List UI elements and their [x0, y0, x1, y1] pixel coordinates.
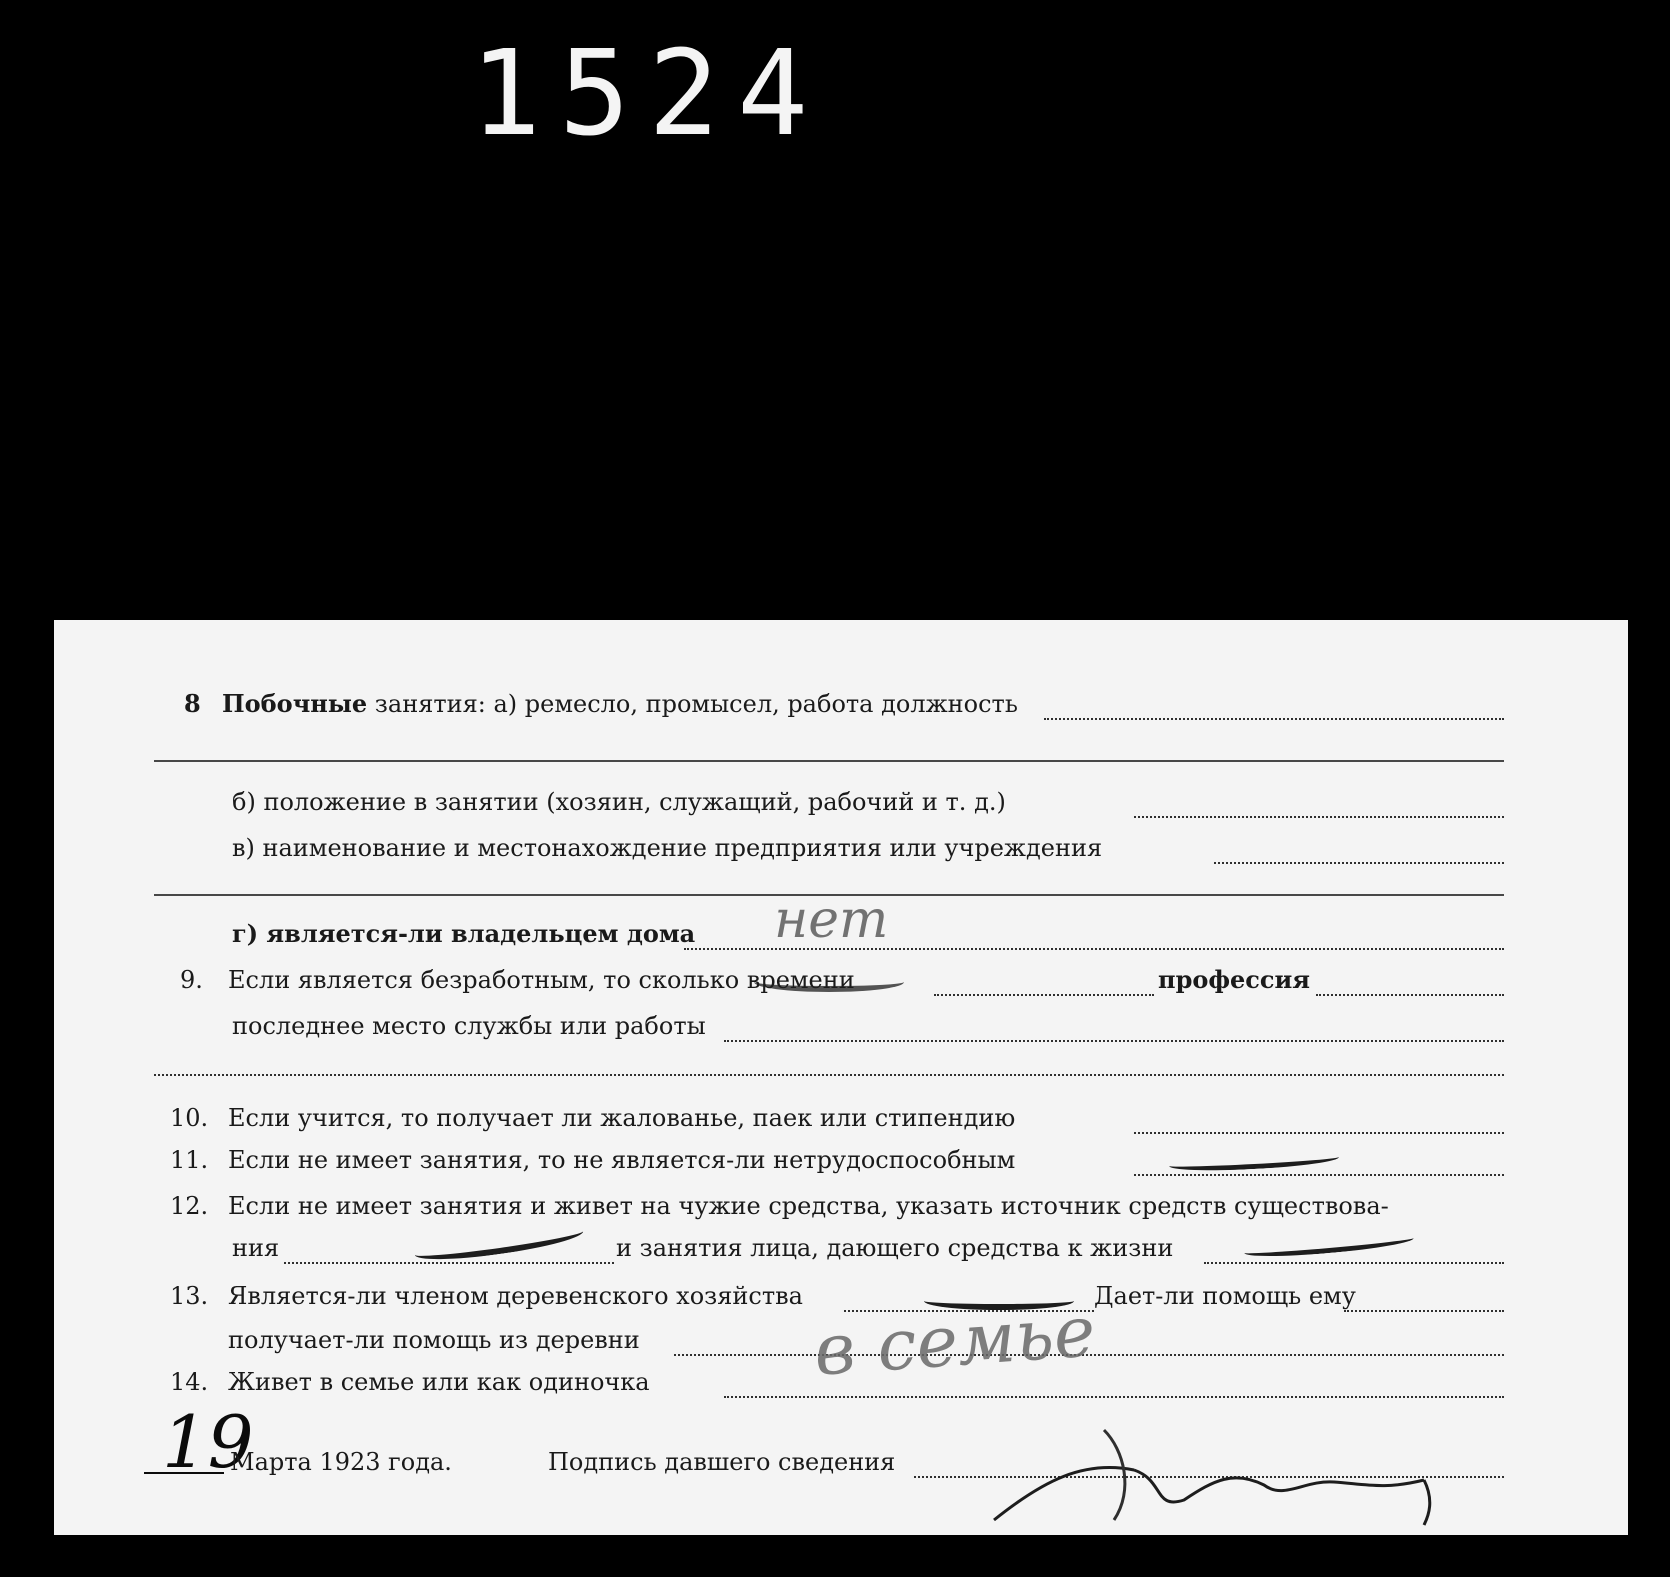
q14-answer-line — [724, 1396, 1504, 1398]
q8v-answer-line — [1214, 862, 1504, 864]
q9-continuation-line — [154, 1074, 1504, 1076]
q9-number: 9. — [180, 966, 203, 994]
frame-number: 1524 — [470, 24, 827, 162]
q8-label: Побочные — [222, 689, 368, 718]
q8-number: 8 — [184, 689, 201, 718]
footer-handwritten-day: 19 — [162, 1400, 254, 1484]
q8-text-b: б) положение в занятии (хозяин, служащий, рабочий и т. д.) — [232, 788, 1006, 816]
q10-text: Если учится, то получает ли жалованье, паек или стипендию — [228, 1104, 1016, 1132]
q13-text: Является-ли членом деревенского хозяйства — [228, 1282, 803, 1310]
q8-text-a: занятия: а) ремесло, промысел, работа должность — [374, 690, 1018, 718]
q8a-answer-line — [1044, 718, 1504, 720]
q10-answer-line — [1134, 1132, 1504, 1134]
q12-source-line — [284, 1262, 614, 1264]
q14-number: 14. — [170, 1368, 209, 1396]
q14-text: Живет в семье или как одиночка — [228, 1368, 650, 1396]
q11-number: 11. — [170, 1146, 209, 1174]
handwritten-signature — [984, 1410, 1454, 1530]
q12-number: 12. — [170, 1192, 209, 1220]
q12-dash-stroke-b — [1244, 1231, 1415, 1261]
q13-number: 13. — [170, 1282, 209, 1310]
q12-means-line — [1204, 1262, 1504, 1264]
q8b-answer-line — [1134, 816, 1504, 818]
q9-last-line — [724, 1040, 1504, 1042]
q9-time-line — [934, 994, 1154, 996]
q13-receive: получает-ли помощь из деревни — [228, 1326, 640, 1354]
q8-text-v: в) наименование и местонахождение предприятия или учреждения — [232, 834, 1103, 862]
q13-help-line — [1344, 1310, 1504, 1312]
footer-day-line — [144, 1472, 224, 1474]
q8g-handwritten-answer: нет — [774, 890, 889, 950]
q9-profession: профессия — [1158, 965, 1311, 994]
q12-dash-stroke-a — [413, 1220, 584, 1265]
q12-text-cont-b: и занятия лица, дающего средства к жизни — [616, 1234, 1174, 1262]
q9-text: Если является безработным, то сколько времени — [228, 966, 855, 994]
q8-text-g: г) является-ли владельцем дома — [232, 919, 696, 948]
q8-line-a — [222, 690, 1018, 718]
q8a-continuation-line — [154, 760, 1504, 762]
q11-dash-stroke — [1169, 1150, 1340, 1174]
census-form-card — [54, 620, 1628, 1535]
q9-dash-stroke — [754, 972, 904, 992]
q9-profession-line — [1316, 994, 1504, 996]
q12-text-cont-a: ния — [232, 1234, 280, 1262]
footer-date-text: Марта 1923 года. — [230, 1448, 452, 1476]
q12-text: Если не имеет занятия и живет на чужие средства, указать источник средств существова- — [228, 1192, 1389, 1220]
q11-text: Если не имеет занятия, то не является-ли нетрудоспособным — [228, 1146, 1016, 1174]
q13-help: Дает-ли помощь ему — [1094, 1282, 1356, 1310]
q11-answer-line — [1134, 1174, 1504, 1176]
q9-text-last: последнее место службы или работы — [232, 1012, 706, 1040]
q10-number: 10. — [170, 1104, 209, 1132]
footer-signature-label: Подпись давшего сведения — [548, 1448, 896, 1476]
q14-handwritten-answer: в семье — [811, 1290, 1098, 1392]
